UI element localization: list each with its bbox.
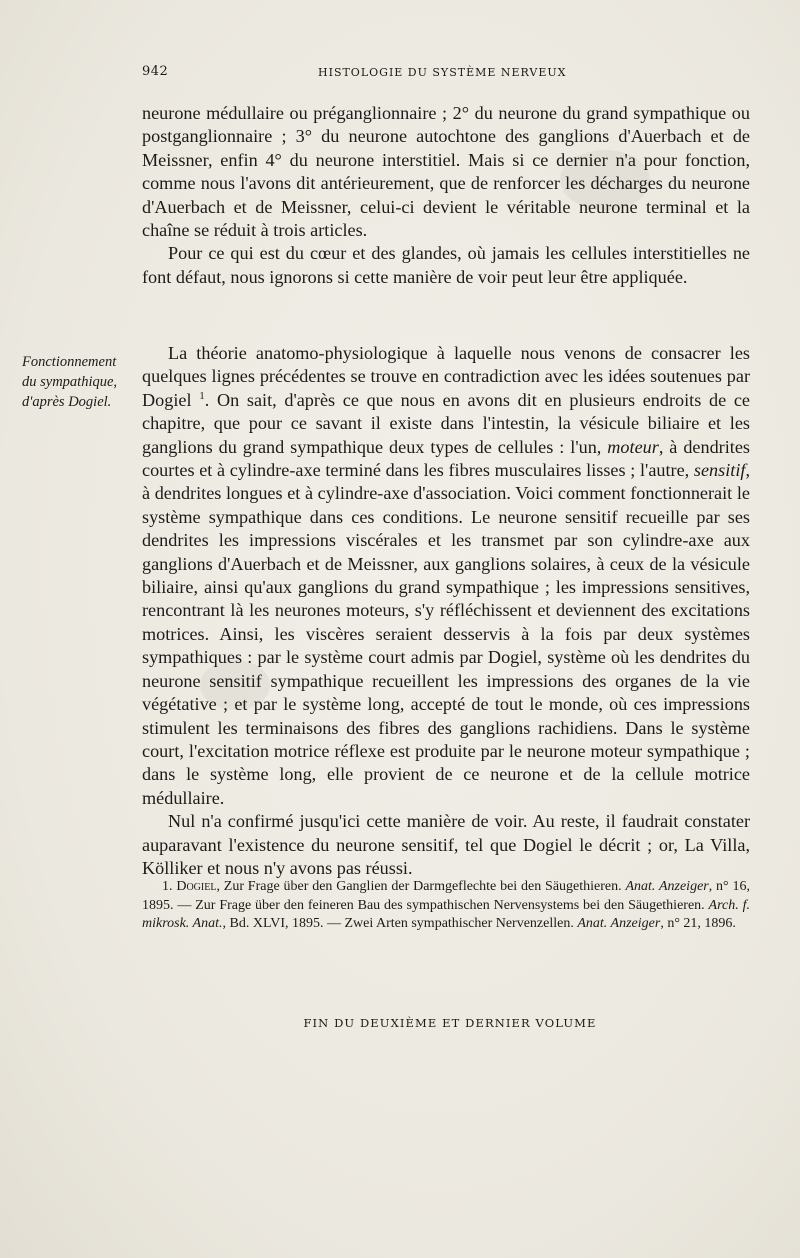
page-number: 942 xyxy=(142,64,169,79)
paragraph: Nul n'a confirmé jusqu'ici cette manière de voir. Au reste, il faudrait constater auparavant l'existence du neurone sensitif, tel que Dogiel le décrit ; or, La Villa, Kölliker et nous n'y avons pas réussi. xyxy=(142,811,750,878)
footnote: 1. Dogiel, Zur Frage über den Ganglien der Darmgeflechte bei den Säugethieren. Anat. Anzeiger, n° 16, 1895. — Zur Frage über den feineren Bau des sympathischen Nervensystems bei den Säugethieren. Arch. f. mikrosk. Anat., Bd. XLVI, 1895. — Zwei Arten sympathischer Nervenzellen. Anat. Anzeiger, n° 21, 1896. xyxy=(142,879,750,931)
closing-line: FIN DU DEUXIÈME ET DERNIER VOLUME xyxy=(303,1016,597,1030)
paragraph: Pour ce qui est du cœur et des glandes, où jamais les cellules interstitielles ne font défaut, nous ignorons si cette manière de voir peut leur être appliquée. xyxy=(142,243,750,287)
footnotes xyxy=(142,878,750,934)
running-head: HISTOLOGIE DU SYSTÈME NERVEUX xyxy=(318,66,567,79)
text-block-top xyxy=(142,102,750,289)
footnote-ref[interactable]: 1 xyxy=(199,389,205,402)
text-block-main xyxy=(142,342,750,880)
margin-note: Fonctionnement du sympathique, d'après Dogiel. xyxy=(22,354,118,410)
paragraph: neurone médullaire ou préganglionnaire ; 2° du neurone du grand sympathique ou postganglionnaire ; 3° du neurone autochtone des ganglions d'Auerbach et de Meissner, enfin 4° du neurone interstitiel. Mais si ce dernier n'a pour fonction, comme nous l'avons dit antérieurement, que de renforcer les décharges du neurone d'Auerbach et de Meissner, celui-ci devient le véritable neurone terminal et la chaîne se réduit à trois articles. xyxy=(142,103,750,241)
paragraph: La théorie anatomo-physiologique à laquelle nous venons de consacrer les quelques lignes précédentes se trouve en contradiction avec les idées soutenues par Dogiel $^1$. On sait, d'après ce que nous en avons dit en plusieurs endroits de ce chapitre, que pour ce savant il existe dans l'intestin, la vésicule biliaire et les ganglions du grand sympathique deux types de cellules : l'un, moteur, à dendrites courtes et à cylindre-axe terminé dans les fibres musculaires lisses ; l'autre, sensitif, à dendrites longues et à cylindre-axe d'association. Voici comment fonctionnerait le système sympathique dans ces conditions. Le neurone sensitif recueille par ses dendrites les impressions viscérales et les transmet par son cylindre-axe aux ganglions d'Auerbach et de Meissner, aux ganglions solaires, à ceux de la vésicule biliaire, ainsi qu'aux ganglions du grand sympathique ; les impressions sensitives, rencontrant là les neurones moteurs, s'y réfléchissent et deviennent des excitations motrices. Ainsi, les viscères seraient desservis à la fois par deux systèmes sympathiques : par le système court admis par Dogiel, système où les dendrites du neurone sensitif sympathique recueillent les impressions des organes de la vie végétative ; et par le système long, accepté de tout le monde, où ces impressions stimulent les terminaisons des fibres des ganglions rachidiens. Dans le système court, l'excitation motrice réflexe est produite par le neurone moteur sympathique ; dans le système long, elle provient de ce neurone et de la cellule motrice médullaire. xyxy=(142,343,751,808)
